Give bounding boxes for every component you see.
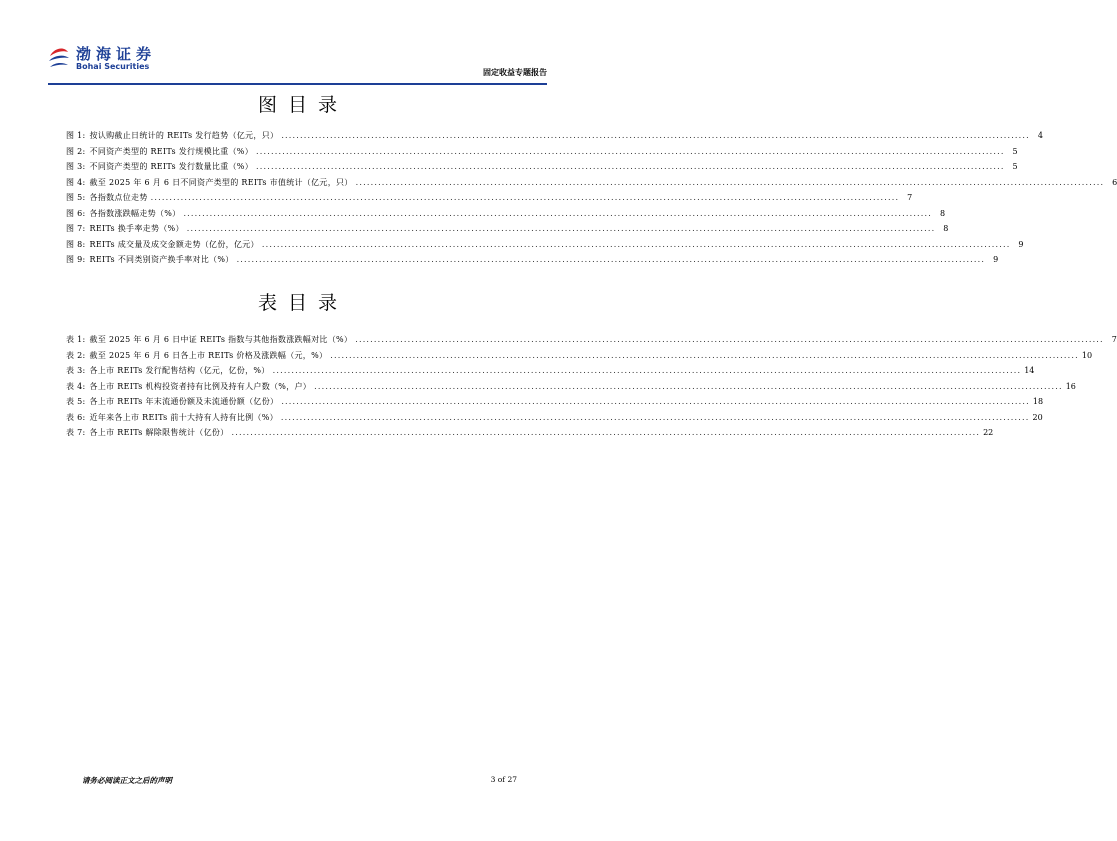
figure-index-entry[interactable] bbox=[66, 252, 999, 268]
entry-title: 各指数点位走势 bbox=[89, 193, 148, 202]
entry-title: 各上市 REITs 解除限售统计（亿份） bbox=[89, 428, 229, 437]
table-index-entry[interactable] bbox=[66, 379, 1076, 395]
entry-title: REITs 不同类别资产换手率对比（%） bbox=[89, 255, 234, 264]
figure-index-entry[interactable] bbox=[66, 221, 949, 237]
dot-leader: ........................................................................................................................................................................................................ bbox=[150, 193, 900, 202]
entry-title: 近年来各上市 REITs 前十大持有人持有比例（%） bbox=[89, 412, 278, 422]
entry-title: 截至 2025 年 6 月 6 日各上市 REITs 价格及涨跌幅（元，%） bbox=[89, 350, 328, 360]
entry-page: 5 bbox=[1012, 162, 1018, 171]
dot-leader: ........................................................................................................................................................................................................ bbox=[280, 412, 1030, 422]
dot-leader: ........................................................................................................................................................................................................ bbox=[330, 350, 1079, 360]
report-type: 固定收益专题报告 bbox=[483, 68, 547, 77]
entry-label: 表 4: bbox=[66, 381, 86, 391]
entry-page: 14 bbox=[1024, 366, 1035, 375]
entry-page: 7 bbox=[907, 193, 913, 202]
figure-index-entry[interactable] bbox=[66, 206, 946, 222]
entry-page: 16 bbox=[1065, 381, 1076, 391]
dot-leader: ........................................................................................................................................................................................................ bbox=[236, 255, 986, 264]
entry-label: 图 2: bbox=[66, 146, 86, 156]
entry-title: 不同资产类型的 REITs 发行数量比重（%） bbox=[89, 162, 253, 171]
entry-page: 9 bbox=[1018, 239, 1024, 249]
entry-label: 图 1: bbox=[66, 131, 86, 140]
entry-label: 表 2: bbox=[66, 350, 86, 360]
figure-index-entry[interactable] bbox=[66, 144, 1018, 160]
figure-index-entry[interactable] bbox=[66, 128, 1043, 144]
logo-text-en: Bohai Securities bbox=[76, 62, 150, 71]
entry-title: REITs 换手率走势（%） bbox=[89, 224, 184, 233]
dot-leader: ........................................................................................................................................................................................................ bbox=[281, 131, 1030, 140]
entry-label: 表 7: bbox=[66, 428, 86, 437]
entry-page: 22 bbox=[983, 428, 994, 437]
entry-label: 图 5: bbox=[66, 193, 86, 202]
figure-index-entry[interactable] bbox=[66, 237, 1024, 253]
entry-title: 截至 2025 年 6 月 6 日中证 REITs 指数与其他指数涨跌幅对比（%） bbox=[89, 335, 353, 344]
entry-page: 9 bbox=[993, 255, 999, 264]
entry-label: 图 4: bbox=[66, 177, 86, 187]
entry-title: 各上市 REITs 发行配售结构（亿元，亿份，%） bbox=[89, 366, 270, 375]
dot-leader: ........................................................................................................................................................................................................ bbox=[355, 177, 1105, 187]
entry-label: 表 6: bbox=[66, 412, 86, 422]
entry-page: 4 bbox=[1037, 131, 1043, 140]
entry-page: 8 bbox=[943, 224, 949, 233]
table-index-entry[interactable] bbox=[66, 332, 1117, 348]
entry-label: 图 7: bbox=[66, 224, 86, 233]
dot-leader: ........................................................................................................................................................................................................ bbox=[314, 381, 1063, 391]
entry-title: 截至 2025 年 6 月 6 日不同资产类型的 REITs 市值统计（亿元，只） bbox=[89, 177, 353, 187]
entry-page: 8 bbox=[939, 208, 946, 218]
entry-page: 18 bbox=[1032, 397, 1044, 406]
logo-text-cn: 渤海证券 bbox=[76, 45, 157, 63]
entry-label: 图 9: bbox=[66, 255, 86, 264]
table-index-entry[interactable] bbox=[66, 410, 1043, 426]
table-index-title: 表目录 bbox=[257, 292, 348, 314]
entry-title: 各上市 REITs 机构投资者持有比例及持有人户数（%，户） bbox=[89, 381, 312, 391]
dot-leader: ........................................................................................................................................................................................................ bbox=[231, 428, 981, 437]
table-index-entry[interactable] bbox=[66, 363, 1035, 379]
header-divider bbox=[48, 83, 547, 85]
entry-title: 按认购截止日统计的 REITs 发行趋势（亿元，只） bbox=[89, 131, 279, 140]
dot-leader: ........................................................................................................................................................................................................ bbox=[281, 397, 1030, 406]
figure-index-list bbox=[66, 128, 1117, 268]
page-header bbox=[48, 40, 547, 84]
table-index-entry[interactable] bbox=[66, 425, 994, 441]
dot-leader: ........................................................................................................................................................................................................ bbox=[272, 366, 1022, 375]
table-index-list bbox=[66, 332, 1117, 441]
dot-leader: ........................................................................................................................................................................................................ bbox=[183, 208, 933, 218]
dot-leader: ........................................................................................................................................................................................................ bbox=[355, 335, 1104, 344]
entry-title: 不同资产类型的 REITs 发行规模比重（%） bbox=[89, 146, 253, 156]
entry-title: REITs 成交量及成交金额走势（亿份，亿元） bbox=[89, 239, 259, 249]
entry-page: 5 bbox=[1012, 146, 1018, 156]
entry-page: 10 bbox=[1081, 350, 1093, 360]
dot-leader: ........................................................................................................................................................................................................ bbox=[256, 162, 1005, 171]
entry-page: 6 bbox=[1112, 177, 1117, 187]
dot-leader: ........................................................................................................................................................................................................ bbox=[256, 146, 1005, 156]
disclaimer-note: 请务必阅读正文之后的声明 bbox=[82, 776, 172, 785]
entry-label: 图 3: bbox=[66, 162, 86, 171]
entry-label: 图 6: bbox=[66, 208, 86, 218]
entry-title: 各上市 REITs 年末流通份额及未流通份额（亿份） bbox=[89, 397, 279, 406]
table-index-entry[interactable] bbox=[66, 348, 1093, 364]
entry-page: 7 bbox=[1111, 335, 1117, 344]
dot-leader: ........................................................................................................................................................................................................ bbox=[261, 239, 1011, 249]
entry-label: 表 1: bbox=[66, 335, 86, 344]
figure-index-entry[interactable] bbox=[66, 159, 1018, 175]
entry-label: 图 8: bbox=[66, 239, 86, 249]
figure-index-title: 图目录 bbox=[257, 94, 348, 116]
entry-label: 表 3: bbox=[66, 366, 86, 375]
figure-index-entry[interactable] bbox=[66, 190, 913, 206]
page-number: 3 of 27 bbox=[490, 775, 517, 784]
entry-label: 表 5: bbox=[66, 397, 86, 406]
dot-leader: ........................................................................................................................................................................................................ bbox=[186, 224, 936, 233]
entry-title: 各指数涨跌幅走势（%） bbox=[89, 208, 181, 218]
entry-page: 20 bbox=[1032, 412, 1043, 422]
bohai-logo-icon bbox=[48, 46, 70, 70]
figure-index-entry[interactable] bbox=[66, 175, 1117, 191]
table-index-entry[interactable] bbox=[66, 394, 1044, 410]
